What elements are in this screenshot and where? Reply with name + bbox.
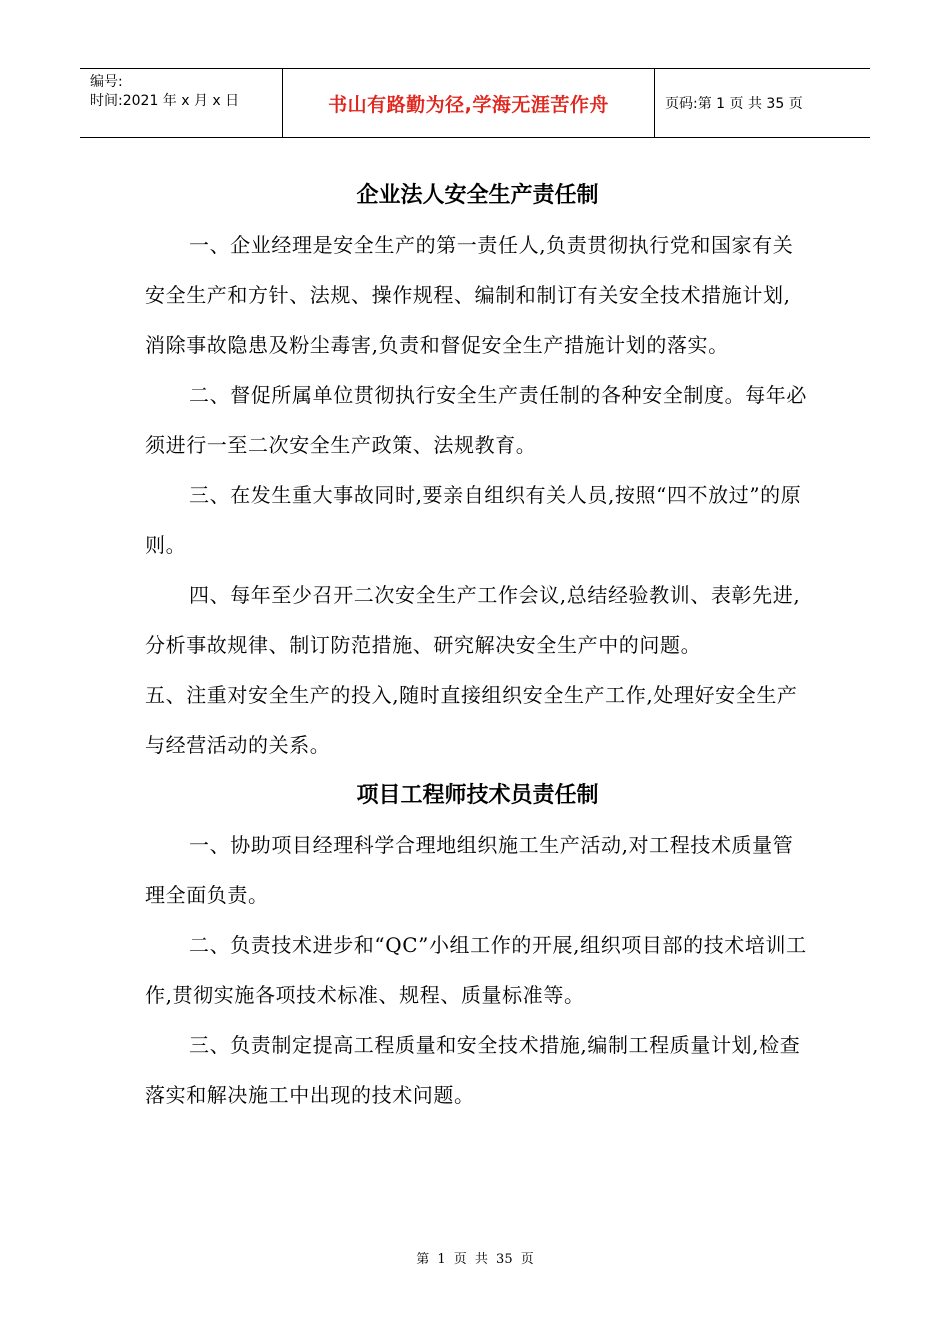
paragraph: 二、负责技术进步和“QC”小组工作的开展,组织项目部的技术培训工作,贯彻实施各项技术标准、规程、质量标准等。 [145, 933, 807, 1007]
section-title-project-engineer: 项目工程师技术员责任制 [356, 782, 599, 808]
paragraph: 一、协助项目经理科学合理地组织施工生产活动,对工程技术质量管理全面负责。 [145, 833, 794, 907]
document-body [145, 170, 810, 1120]
paragraph: 三、在发生重大事故同时,要亲自组织有关人员,按照“四不放过”的原则。 [145, 483, 802, 557]
page-footer: 第 1 页 共 35 页 [416, 1252, 534, 1267]
header-page-info: 页码:第 1 页 共 35 页 [665, 96, 803, 112]
document-number-label: 编号: [90, 74, 123, 90]
paragraph: 二、督促所属单位贯彻执行安全生产责任制的各种安全制度。每年必须进行一至二次安全生产政策、法规教育。 [145, 383, 807, 457]
header-meta [80, 69, 282, 137]
paragraph: 四、每年至少召开二次安全生产工作会议,总结经验教训、表彰先进,分析事故规律、制订防范措施、研究解决安全生产中的问题。 [145, 583, 801, 657]
paragraph: 五、注重对安全生产的投入,随时直接组织安全生产工作,处理好安全生产与经营活动的关系。 [145, 683, 798, 757]
section-title-legal-person: 企业法人安全生产责任制 [356, 182, 599, 208]
paragraph: 一、企业经理是安全生产的第一责任人,负责贯彻执行党和国家有关安全生产和方针、法规、操作规程、编制和制订有关安全技术措施计划,消除事故隐患及粉尘毒害,负责和督促安全生产措施计划的落实。 [145, 233, 794, 357]
document-header [80, 68, 870, 138]
document-time-label: 时间:2021 年 x 月 x 日 [90, 93, 240, 109]
header-motto: 书山有路勤为径,学海无涯苦作舟 [282, 69, 655, 137]
paragraph: 三、负责制定提高工程质量和安全技术措施,编制工程质量计划,检查落实和解决施工中出现的技术问题。 [145, 1033, 801, 1107]
